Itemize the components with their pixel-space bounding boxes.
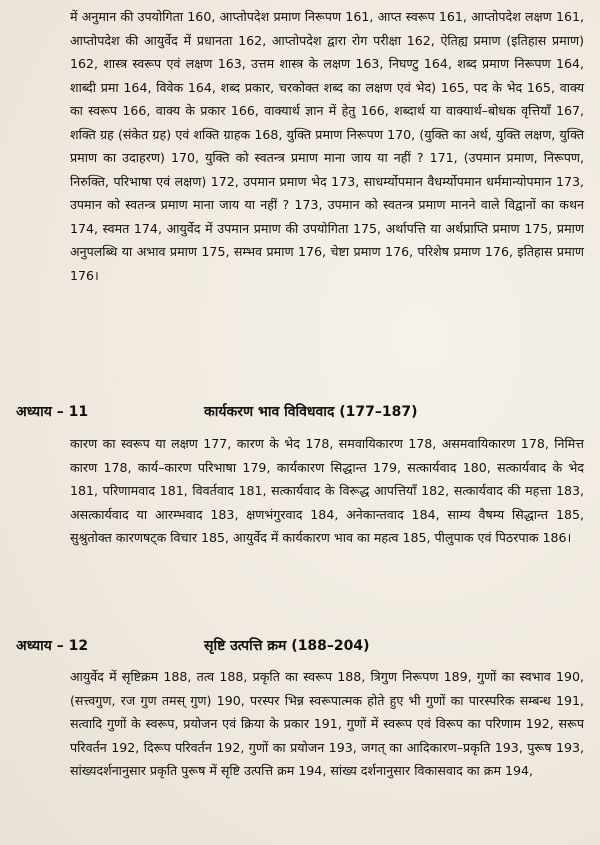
chapter-10-contents-continued: में अनुमान की उपयोगिता 160, आप्तोपदेश प्रमाण निरूपण 161, आप्त स्वरूप 161, आप्तोपदेश लक्षण 161, आप्तोपदेश की आयुर्वेद में प्रधानता 162, आप्तोपदेश द्वारा रोग परीक्षा 162, ऐतिह्य प्रमाण (इतिहास प्रमाण) 162, शास्त्र स्वरूप एवं लक्षण 163, उत्तम शास्त्र के लक्षण 163, निघण्टु 164, शब्द प्रमाण निरूपण 164, शाब्दी प्रमा 164, विवेक 164, शब्द प्रकार, चरकोक्त शब्द का लक्षण एवं भेद) 165, पद के भेद 165, वाक्य का स्वरूप 166, वाक्य के प्रकार 166, वाक्यार्थ ज्ञान में हेतु 166, शब्दार्थ या वाक्यार्थ–बोधक वृत्तियाँ 167, शक्ति ग्रह (संकेत ग्रह) एवं शक्ति ग्राहक 168, युक्ति प्रमाण निरूपण 170, (युक्ति का अर्थ, युक्ति लक्षण, युक्ति प्रमाण का उदाहरण) 170, युक्ति को स्वतन्त्र प्रमाण माना जाय या नहीं ? 171, (उपमान प्रमाण, निरूपण, निरुक्ति, परिभाषा एवं लक्षण) 172, उपमान प्रमाण भेद 173, साधर्म्योपमान वैधर्म्योपमान धर्ममान्योपमान 173, उपमान को स्वतन्त्र प्रमाण माना जाय या नहीं ? 173, उपमान को स्वतन्त्र प्रमाण मानने वाले विद्वानों का कथन 174, स्वमत 174, आयुर्वेद में उपमान प्रमाण की उपयोगिता 175, अर्थापत्ति या अर्थप्राप्ति प्रमाण 175, प्रमाण अनुपलब्धि या अभाव प्रमाण 175, सम्भव प्रमाण 176, चेष्टा प्रमाण 176, परिशेष प्रमाण 176, इतिहास प्रमाण 176। [70, 9, 584, 283]
chapter-12-title: सृष्टि उत्पत्ति क्रम (188–204) [204, 638, 370, 654]
chapter-12-contents: आयुर्वेद में सृष्टिक्रम 188, तत्व 188, प्रकृति का स्वरूप 188, त्रिगुण निरूपण 189, गुणों का स्वभाव 190,(सत्त्वगुण, रज गुण तमस् गुण) 190, परस्पर भिन्न स्वरूपात्मक होते हुए भी गुणों का पारस्परिक सम्बन्ध 191, सत्वादि गुणों के स्वरूप, प्रयोजन एवं क्रिया के प्रकार 191, गुणों में स्वरूप एवं विरूप का परिणाम 192, सरूप परिवर्तन 192, दिरूप परिवर्तन 192, गुणों का प्रयोजन 193, जगत् का आदिकारण–प्रकृति 193, पुरूष 193, सांख्यदर्शनानुसार प्रकृति पुरूष में सृष्टि उत्पत्ति क्रम 194, सांख्य दर्शनानुसार विकासवाद का क्रम 194, [70, 669, 584, 778]
chapter-12-label: अध्याय – 12 [16, 638, 89, 654]
chapter-11-contents: कारण का स्वरूप या लक्षण 177, कारण के भेद 178, समवायिकारण 178, असमवायिकारण 178, निमित्त कारण 178, कार्य–कारण परिभाषा 179, कार्यकारण सिद्धान्त 179, सत्कार्यवाद 180, सत्कार्यवाद के भेद 181, परिणामवाद 181, विवर्तवाद 181, सत्कार्यवाद के विरूद्ध आपत्तियाँ 182, सत्कार्यवाद की महत्ता 183, असत्कार्यवाद या आरम्भवाद 183, क्षणभंगुरवाद 184, अनेकान्तवाद 184, साम्य वैषम्य सिद्धान्त 185, सुश्रुतोक्त कारणषट्क विचार 185, आयुर्वेद में कार्यकारण भाव का महत्व 185, पीलुपाक एवं पिठरपाक 186। [70, 436, 584, 545]
chapter-11-title: कार्यकरण भाव विविधवाद (177–187) [204, 404, 418, 420]
chapter-11-heading [16, 402, 584, 426]
chapter-12-heading [16, 636, 584, 660]
chapter-11-label: अध्याय – 11 [16, 404, 89, 420]
